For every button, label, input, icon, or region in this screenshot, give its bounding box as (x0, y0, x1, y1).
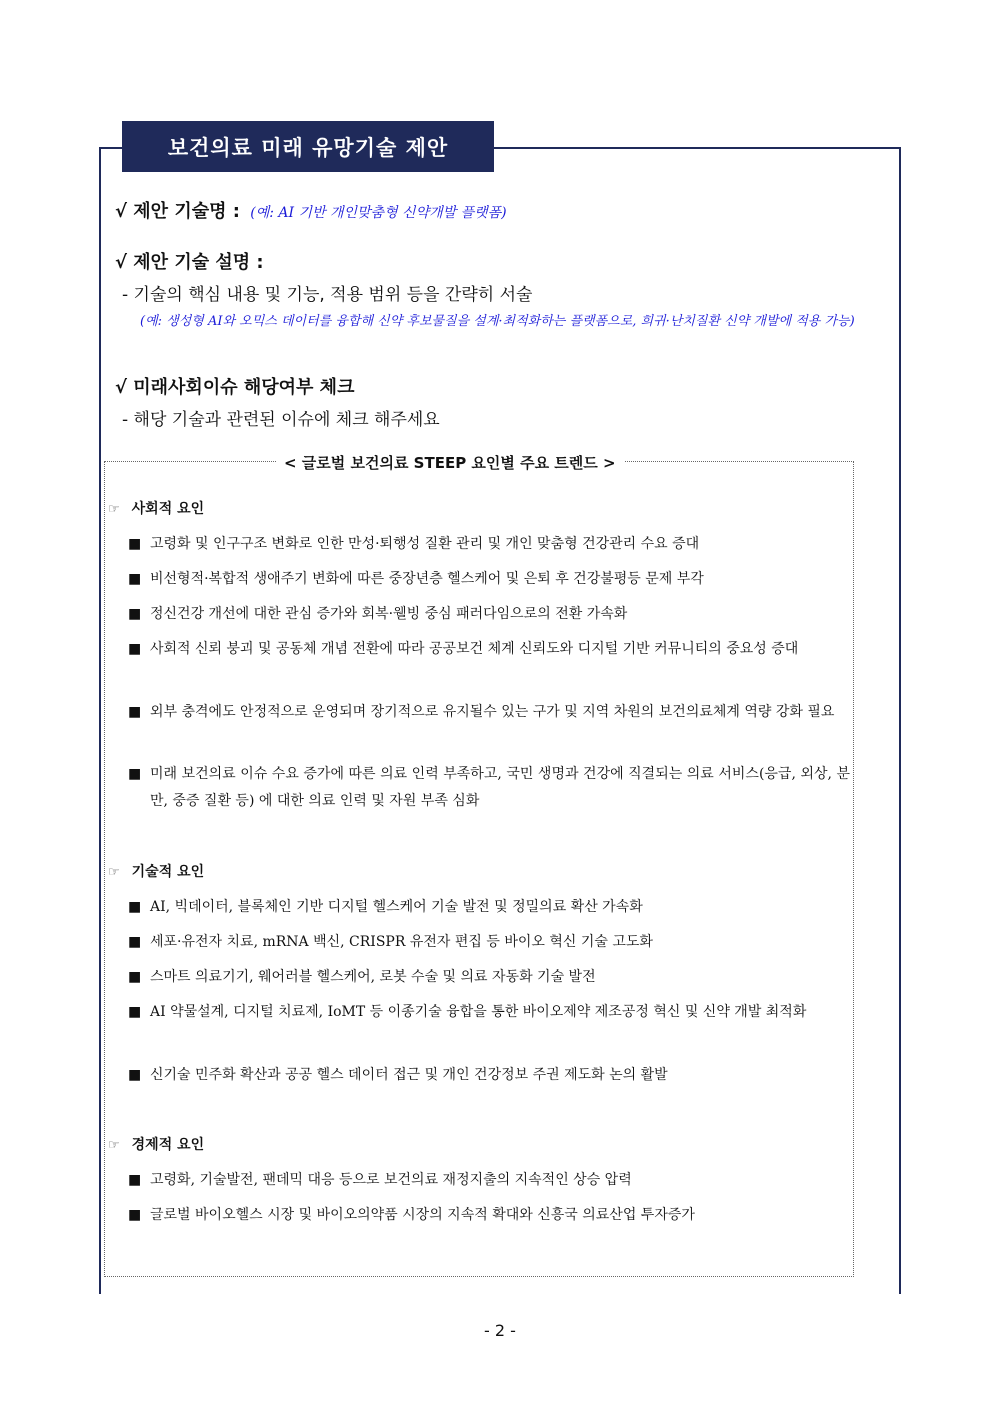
page-number: - 2 - (484, 1321, 516, 1340)
square-bullet-icon: ■ (128, 641, 142, 657)
list-item: ■ 외부 충격에도 안정적으로 운영되며 장기적으로 유지될수 있는 구가 및 지역 차원의 보건의료체계 역량 강화 필요 (128, 699, 850, 726)
page-title: 보건의료 미래 유망기술 제안 (122, 121, 494, 172)
tech-desc-example: (예: 생성형 AI와 오믹스 데이터를 융합해 신약 후보물질을 설계·최적화하는 플랫폼으로, 희귀·난치질환 신약 개발에 적용 가능) (140, 314, 855, 329)
category-economic: ☞ 경제적 요인 (108, 1137, 205, 1153)
list-item: ■ 스마트 의료기기, 웨어러블 헬스케어, 로봇 수술 및 의료 자동화 기술 발전 (128, 964, 850, 991)
pointing-hand-icon: ☞ (108, 1138, 120, 1153)
square-bullet-icon: ■ (128, 606, 142, 622)
issue-check-guide: - 해당 기술과 관련된 이슈에 체크 해주세요 (122, 410, 440, 430)
tech-name-example: (예: AI 기반 개인맞춤형 신약개발 플랫폼) (250, 205, 507, 221)
list-item: ■ 비선형적·복합적 생애주기 변화에 따른 중장년층 헬스케어 및 은퇴 후 건강불평등 문제 부각 (128, 566, 850, 593)
square-bullet-icon: ■ (128, 766, 142, 782)
list-item: ■ AI, 빅데이터, 블록체인 기반 디지털 헬스케어 기술 발전 및 정밀의료 확산 가속화 (128, 894, 850, 921)
tech-name-heading (115, 197, 507, 223)
list-item: ■ 미래 보건의료 이슈 수요 증가에 따른 의료 인력 부족하고, 국민 생명과 건강에 직결되는 의료 서비스(응급, 외상, 분만, 중증 질환 등) 에 대한 의료 인력 및 자원 부족 심화 (128, 761, 850, 815)
pointing-hand-icon: ☞ (108, 865, 120, 880)
square-bullet-icon: ■ (128, 969, 142, 985)
tech-desc-guide: - 기술의 핵심 내용 및 기능, 적용 범위 등을 간략히 서술 (122, 285, 533, 305)
square-bullet-icon: ■ (128, 1067, 142, 1083)
issue-check-heading: √ 미래사회이슈 해당여부 체크 (115, 377, 355, 398)
category-technology: ☞ 기술적 요인 (108, 864, 205, 880)
category-social: ☞ 사회적 요인 (108, 501, 205, 517)
square-bullet-icon: ■ (128, 571, 142, 587)
list-item: ■ 고령화, 기술발전, 팬데믹 대응 등으로 보건의료 재정지출의 지속적인 상승 압력 (128, 1167, 850, 1194)
square-bullet-icon: ■ (128, 899, 142, 915)
list-item: ■ 정신건강 개선에 대한 관심 증가와 회복·웰빙 중심 패러다임으로의 전환 가속화 (128, 601, 850, 628)
square-bullet-icon: ■ (128, 1004, 142, 1020)
list-item: ■ 사회적 신뢰 붕괴 및 공동체 개념 전환에 따라 공공보건 체계 신뢰도와 디지털 기반 커뮤니티의 중요성 증대 (128, 636, 850, 663)
pointing-hand-icon: ☞ (108, 502, 120, 517)
list-item: ■ 글로벌 바이오헬스 시장 및 바이오의약품 시장의 지속적 확대와 신흥국 의료산업 투자증가 (128, 1202, 850, 1229)
tech-desc-heading: √ 제안 기술 설명 : (115, 252, 264, 273)
tech-name-label: √ 제안 기술명 : (115, 201, 240, 222)
square-bullet-icon: ■ (128, 1172, 142, 1188)
square-bullet-icon: ■ (128, 934, 142, 950)
square-bullet-icon: ■ (128, 536, 142, 552)
list-item: ■ 고령화 및 인구구조 변화로 인한 만성·퇴행성 질환 관리 및 개인 맞춤형 건강관리 수요 증대 (128, 531, 850, 558)
square-bullet-icon: ■ (128, 1207, 142, 1223)
list-item: ■ AI 약물설계, 디지털 치료제, IoMT 등 이종기술 융합을 통한 바이오제약 제조공정 혁신 및 신약 개발 최적화 (128, 999, 850, 1026)
list-item: ■ 세포·유전자 치료, mRNA 백신, CRISPR 유전자 편집 등 바이오 혁신 기술 고도화 (128, 929, 850, 956)
trend-title: < 글로벌 보건의료 STEEP 요인별 주요 트렌드 > (276, 452, 624, 473)
square-bullet-icon: ■ (128, 704, 142, 720)
list-item: ■ 신기술 민주화 확산과 공공 헬스 데이터 접근 및 개인 건강정보 주권 제도화 논의 활발 (128, 1062, 850, 1089)
